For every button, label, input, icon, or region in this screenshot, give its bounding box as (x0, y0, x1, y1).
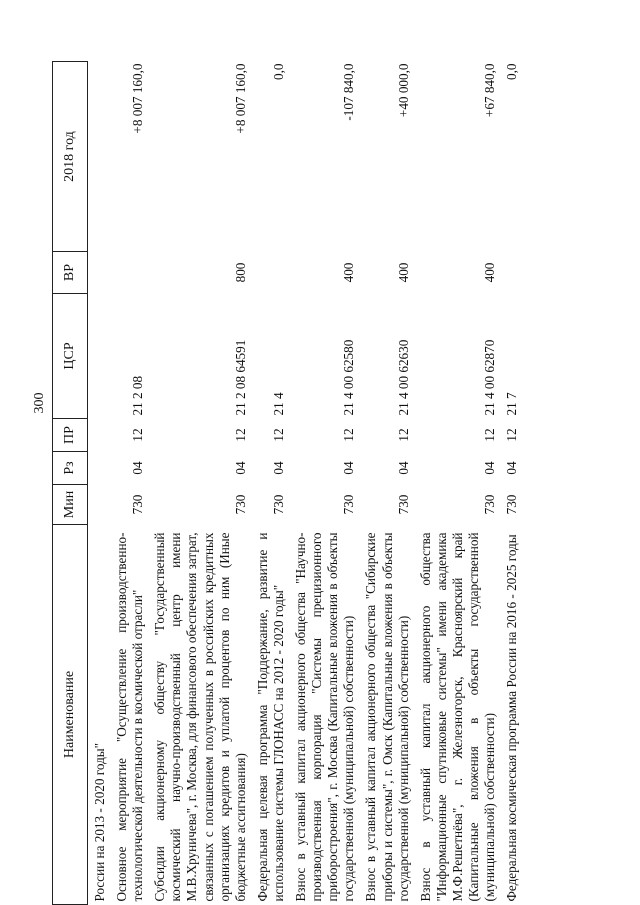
table-header-row (53, 62, 88, 905)
table-row (502, 62, 524, 905)
row-rz: 04 (504, 461, 520, 475)
table-row (88, 62, 113, 905)
table-row (361, 62, 415, 905)
row-amount: +67 840,0 (482, 63, 498, 118)
row-rz: 04 (232, 461, 248, 475)
row-min: 730 (504, 494, 520, 515)
row-csr: 21 4 00 62580 (341, 339, 357, 416)
table-row (112, 62, 150, 905)
row-csr: 21 4 00 62630 (395, 339, 411, 416)
row-pr (88, 419, 113, 452)
header-name: Наименование (53, 525, 88, 905)
header-rz: Рз (53, 452, 88, 485)
header-pr: ПР (53, 419, 88, 452)
row-rz: 04 (341, 461, 357, 475)
row-vr: 400 (341, 262, 357, 283)
row-vr (112, 252, 150, 294)
row-min: 730 (232, 494, 248, 515)
row-min: 730 (341, 494, 357, 515)
row-rz (88, 452, 113, 485)
row-pr: 12 (504, 428, 520, 442)
row-name: Субсидии акционерному обществу "Государственный космический научно-производственный центр имени М.В.Хруничева", г. Москва, для финансового обеспечения затрат, связанных с погашением полученных в российских кредитных организациях кредитов и уплатой процентов по ним (Иные бюджетные ассигнования) (152, 532, 248, 902)
header-csr: ЦСР (53, 294, 88, 419)
row-min: 730 (482, 494, 498, 515)
rotated-page (52, 62, 640, 902)
row-amount: +8 007 160,0 (232, 63, 248, 134)
row-min: 730 (395, 494, 411, 515)
row-rz: 04 (270, 461, 286, 475)
table-row (150, 62, 253, 905)
row-pr: 12 (395, 428, 411, 442)
row-rz: 04 (130, 461, 146, 475)
row-pr: 12 (232, 428, 248, 442)
row-csr: 21 7 (504, 392, 520, 416)
rotated-table-container (52, 62, 600, 905)
row-rz: 04 (395, 461, 411, 475)
row-amount: -107 840,0 (341, 63, 357, 121)
row-amount (88, 62, 113, 252)
row-vr: 800 (232, 262, 248, 283)
row-name: Федеральная космическая программа России на 2016 - 2025 годы (504, 534, 520, 902)
row-pr: 12 (270, 428, 286, 442)
row-name: Основное мероприятие "Осуществление производственно-технологической деятельности в космической отрасли" (114, 532, 146, 902)
row-csr: 21 2 08 (130, 375, 146, 416)
row-csr (88, 294, 113, 419)
page-number: 300 (32, 392, 47, 414)
row-pr: 12 (482, 428, 498, 442)
row-min: 730 (130, 494, 146, 515)
header-min: Мин (53, 485, 88, 525)
row-vr: 400 (482, 262, 498, 283)
table-row (253, 62, 291, 905)
row-name: России на 2013 - 2020 годы" (92, 742, 107, 902)
header-vr: ВР (53, 252, 88, 294)
row-rz: 04 (482, 461, 498, 475)
row-csr: 21 2 08 64591 (232, 339, 248, 416)
row-amount: 0,0 (270, 63, 286, 80)
row-amount: +40 000,0 (395, 63, 411, 118)
row-csr: 21 4 00 62870 (482, 339, 498, 416)
row-name: Взнос в уставный капитал акционерного общества "Сибирские приборы и системы", г. Омск (Капитальные вложения в объекты государственной (муниципальной) собственности) (363, 532, 411, 902)
budget-table (52, 61, 524, 905)
row-pr: 12 (341, 428, 357, 442)
header-year: 2018 год (53, 62, 88, 252)
row-vr (88, 252, 113, 294)
row-vr: 400 (395, 262, 411, 283)
row-pr: 12 (130, 428, 146, 442)
row-amount: 0,0 (504, 63, 520, 80)
row-name: Взнос в уставный капитал акционерного общества "Научно-производственная корпорация "Системы прецизионного приборостроения", г. Москва (Капитальные вложения в объекты государственной (муниципальной) собственности) (293, 532, 357, 902)
row-amount: +8 007 160,0 (130, 63, 146, 134)
table-row (291, 62, 361, 905)
row-vr (253, 252, 291, 294)
table-row (416, 62, 502, 905)
row-vr (502, 252, 524, 294)
row-min: 730 (270, 494, 286, 515)
row-csr: 21 4 (270, 392, 286, 416)
row-name: Взнос в уставный капитал акционерного общества "Информационные спутниковые системы" имени академика М.Ф.Решетнёва", г. Железногорск, Красноярский край (Капитальные вложения в объекты государственной (муниципальной) собственности) (417, 532, 498, 902)
row-name: Федеральная целевая программа "Поддержание, развитие и использование системы ГЛОНАСС на 2012 - 2020 годы" (254, 532, 286, 902)
row-min (88, 485, 113, 525)
